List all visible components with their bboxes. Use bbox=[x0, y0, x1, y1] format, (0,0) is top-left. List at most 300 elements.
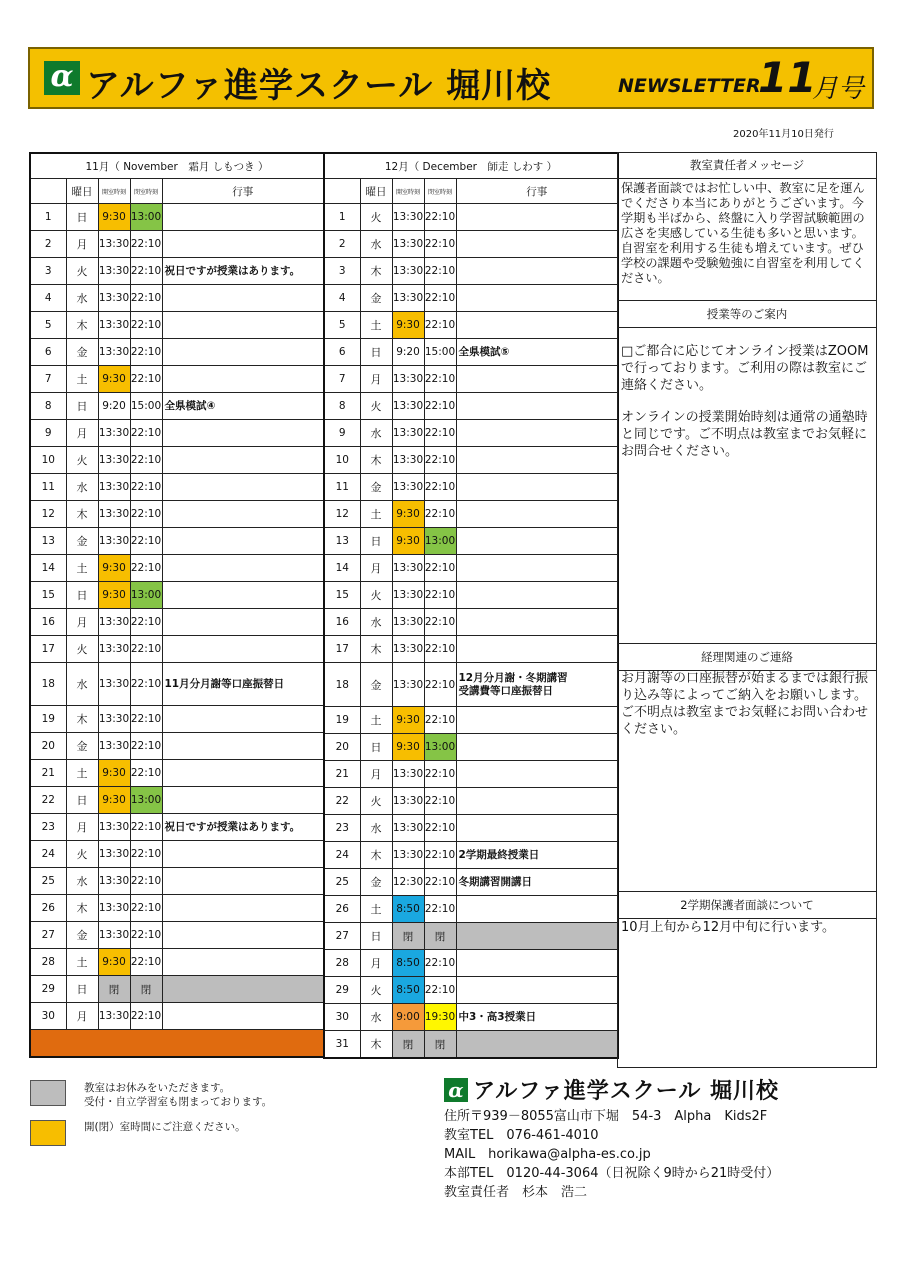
event-cell: 11月分月謝等口座振替日 bbox=[162, 663, 324, 706]
event-cell bbox=[162, 420, 324, 447]
date-cell: 18 bbox=[324, 663, 360, 707]
date-cell: 13 bbox=[30, 528, 66, 555]
event-cell bbox=[162, 706, 324, 733]
weekday-cell: 月 bbox=[66, 814, 98, 841]
weekday-cell: 土 bbox=[66, 760, 98, 787]
open-time-cell: 13:30 bbox=[392, 555, 424, 582]
date-cell: 6 bbox=[324, 339, 360, 366]
open-time-cell: 13:30 bbox=[98, 814, 130, 841]
weekday-cell: 水 bbox=[360, 231, 392, 258]
calendar-filler-row bbox=[30, 1030, 324, 1058]
event-cell bbox=[456, 231, 618, 258]
date-cell: 15 bbox=[30, 582, 66, 609]
open-time-cell: 13:30 bbox=[392, 636, 424, 663]
weekday-cell: 月 bbox=[360, 950, 392, 977]
weekday-cell: 火 bbox=[360, 582, 392, 609]
calendar-row bbox=[30, 312, 324, 339]
close-time-cell: 22:10 bbox=[424, 636, 456, 663]
event-cell: 12月分月謝・冬期講習 受講費等口座振替日 bbox=[456, 663, 618, 707]
calendar-row bbox=[30, 285, 324, 312]
date-cell: 22 bbox=[30, 787, 66, 814]
close-time-cell: 22:10 bbox=[424, 869, 456, 896]
date-cell: 4 bbox=[30, 285, 66, 312]
date-cell: 20 bbox=[30, 733, 66, 760]
date-cell: 28 bbox=[324, 950, 360, 977]
close-time-cell: 閉 bbox=[424, 923, 456, 950]
calendar-row bbox=[324, 447, 618, 474]
calendar-row bbox=[324, 582, 618, 609]
calendar-row bbox=[324, 815, 618, 842]
event-cell bbox=[162, 760, 324, 787]
calendar-row bbox=[324, 285, 618, 312]
date-cell: 16 bbox=[324, 609, 360, 636]
open-time-cell: 13:30 bbox=[98, 312, 130, 339]
close-time-cell: 22:10 bbox=[424, 474, 456, 501]
open-time-cell: 9:30 bbox=[98, 366, 130, 393]
open-time-cell: 13:30 bbox=[392, 842, 424, 869]
date-cell: 27 bbox=[30, 922, 66, 949]
weekday-header: 曜日 bbox=[66, 179, 98, 204]
weekday-cell: 土 bbox=[66, 555, 98, 582]
close-time-cell: 22:10 bbox=[424, 231, 456, 258]
calendar-row bbox=[30, 528, 324, 555]
event-cell bbox=[162, 528, 324, 555]
open-time-cell: 9:30 bbox=[98, 555, 130, 582]
legend-time-text: 開(閉）室時間にご注意ください。 bbox=[84, 1121, 246, 1133]
calendar-row bbox=[30, 787, 324, 814]
open-time-cell: 13:30 bbox=[392, 609, 424, 636]
open-time-cell: 13:30 bbox=[98, 528, 130, 555]
open-time-cell: 9:30 bbox=[392, 707, 424, 734]
weekday-cell: 火 bbox=[66, 258, 98, 285]
open-time-cell: 13:30 bbox=[98, 868, 130, 895]
open-time-cell: 13:30 bbox=[98, 420, 130, 447]
event-cell bbox=[456, 474, 618, 501]
close-time-cell: 22:10 bbox=[424, 501, 456, 528]
calendar-row bbox=[30, 841, 324, 868]
weekday-cell: 火 bbox=[360, 393, 392, 420]
open-time-cell: 13:30 bbox=[392, 474, 424, 501]
weekday-cell: 土 bbox=[66, 366, 98, 393]
footer-logo bbox=[444, 1074, 779, 1105]
weekday-cell: 火 bbox=[360, 977, 392, 1004]
open-time-cell: 9:30 bbox=[392, 528, 424, 555]
date-cell: 3 bbox=[30, 258, 66, 285]
weekday-cell: 土 bbox=[360, 707, 392, 734]
close-time-cell: 22:10 bbox=[424, 555, 456, 582]
weekday-cell: 水 bbox=[66, 285, 98, 312]
close-time-cell: 22:10 bbox=[424, 842, 456, 869]
open-time-cell: 8:50 bbox=[392, 977, 424, 1004]
open-time-cell: 13:30 bbox=[392, 815, 424, 842]
calendar-row bbox=[30, 949, 324, 976]
close-time-cell: 22:10 bbox=[130, 285, 162, 312]
close-time-cell: 13:00 bbox=[130, 204, 162, 231]
close-time-cell: 22:10 bbox=[130, 949, 162, 976]
side-panel bbox=[617, 152, 877, 1068]
weekday-cell: 火 bbox=[360, 204, 392, 231]
weekday-cell: 火 bbox=[66, 841, 98, 868]
event-cell bbox=[456, 950, 618, 977]
date-header bbox=[30, 179, 66, 204]
footer-contact bbox=[444, 1107, 779, 1202]
date-cell: 2 bbox=[324, 231, 360, 258]
date-cell: 25 bbox=[324, 869, 360, 896]
weekday-cell: 木 bbox=[66, 501, 98, 528]
calendar-row bbox=[30, 706, 324, 733]
newsletter-label: NEWSLETTER bbox=[618, 75, 761, 97]
date-cell: 29 bbox=[324, 977, 360, 1004]
event-cell bbox=[162, 609, 324, 636]
close-time-cell: 22:10 bbox=[424, 977, 456, 1004]
open-time-cell: 9:30 bbox=[98, 582, 130, 609]
calendar-row bbox=[30, 663, 324, 706]
close-time-cell: 13:00 bbox=[424, 528, 456, 555]
open-time-cell: 9:30 bbox=[392, 501, 424, 528]
calendar-row bbox=[30, 447, 324, 474]
filler-cell bbox=[30, 1030, 324, 1058]
event-cell bbox=[162, 204, 324, 231]
event-cell bbox=[162, 312, 324, 339]
newsletter-banner bbox=[28, 47, 874, 109]
open-time-cell: 13:30 bbox=[392, 285, 424, 312]
calendar-row bbox=[30, 1003, 324, 1030]
calendar-row bbox=[324, 636, 618, 663]
weekday-cell: 木 bbox=[66, 312, 98, 339]
close-time-cell: 22:10 bbox=[424, 204, 456, 231]
class-info-body-1: □ご都合に応じてオンライン授業はZOOMで行っております。ご利用の際は教室にご連絡ください。 bbox=[621, 344, 869, 393]
close-time-cell: 13:00 bbox=[424, 734, 456, 761]
event-cell bbox=[456, 788, 618, 815]
calendar-row bbox=[30, 582, 324, 609]
calendar-row bbox=[30, 393, 324, 420]
date-cell: 28 bbox=[30, 949, 66, 976]
calendar-row bbox=[324, 923, 618, 950]
weekday-cell: 日 bbox=[66, 393, 98, 420]
open-time-cell: 9:30 bbox=[392, 312, 424, 339]
close-time-cell: 22:10 bbox=[424, 285, 456, 312]
event-cell bbox=[162, 366, 324, 393]
event-cell bbox=[456, 923, 618, 950]
weekday-cell: 日 bbox=[66, 204, 98, 231]
weekday-cell: 土 bbox=[66, 949, 98, 976]
open-time-cell: 8:50 bbox=[392, 896, 424, 923]
close-time-cell: 22:10 bbox=[130, 868, 162, 895]
weekday-cell: 金 bbox=[360, 474, 392, 501]
calendar-row bbox=[324, 312, 618, 339]
calendar-row bbox=[324, 734, 618, 761]
calendar-row bbox=[324, 474, 618, 501]
event-cell bbox=[162, 447, 324, 474]
class-info-body-2: オンラインの授業開始時刻は通常の通塾時と同じです。ご不明点は教室までお気軽にお問合せください。 bbox=[621, 410, 868, 459]
open-time-cell: 13:30 bbox=[98, 706, 130, 733]
date-cell: 12 bbox=[30, 501, 66, 528]
event-cell bbox=[162, 231, 324, 258]
close-time-cell: 22:10 bbox=[130, 760, 162, 787]
calendar-row bbox=[324, 339, 618, 366]
weekday-cell: 日 bbox=[360, 528, 392, 555]
calendar-row bbox=[324, 1004, 618, 1031]
event-cell bbox=[456, 761, 618, 788]
event-cell bbox=[456, 815, 618, 842]
open-time-cell: 13:30 bbox=[392, 761, 424, 788]
open-time-cell: 閉 bbox=[392, 1031, 424, 1059]
weekday-cell: 月 bbox=[66, 231, 98, 258]
calendar-row bbox=[324, 231, 618, 258]
event-cell: 全県模試④ bbox=[162, 393, 324, 420]
calendar-row bbox=[324, 663, 618, 707]
close-time-cell: 22:10 bbox=[424, 582, 456, 609]
close-time-cell: 22:10 bbox=[130, 420, 162, 447]
close-time-cell: 15:00 bbox=[130, 393, 162, 420]
event-cell bbox=[162, 949, 324, 976]
date-cell: 26 bbox=[30, 895, 66, 922]
calendar-row bbox=[30, 231, 324, 258]
date-cell: 23 bbox=[30, 814, 66, 841]
event-cell bbox=[162, 285, 324, 312]
weekday-cell: 火 bbox=[66, 636, 98, 663]
weekday-cell: 水 bbox=[66, 868, 98, 895]
date-cell: 8 bbox=[324, 393, 360, 420]
weekday-cell: 月 bbox=[360, 366, 392, 393]
close-time-cell: 22:10 bbox=[130, 528, 162, 555]
weekday-cell: 土 bbox=[360, 896, 392, 923]
weekday-cell: 金 bbox=[66, 528, 98, 555]
open-time-cell: 9:30 bbox=[98, 787, 130, 814]
close-time-cell: 22:10 bbox=[130, 366, 162, 393]
finance-heading: 経理関連のご連絡 bbox=[618, 643, 876, 671]
close-time-cell: 22:10 bbox=[424, 393, 456, 420]
open-time-cell: 閉 bbox=[392, 923, 424, 950]
close-time-cell: 22:10 bbox=[130, 501, 162, 528]
legend-closed-line1: 教室はお休みをいただきます。 bbox=[84, 1082, 231, 1094]
weekday-cell: 日 bbox=[66, 976, 98, 1003]
event-cell bbox=[456, 707, 618, 734]
open-time-cell: 8:50 bbox=[392, 950, 424, 977]
calendar-row bbox=[30, 474, 324, 501]
footer-mail[interactable]: MAIL horikawa@alpha-es.co.jp bbox=[444, 1147, 651, 1162]
close-time-cell: 22:10 bbox=[424, 707, 456, 734]
november-title: 11月（ November 霜月 しもつき ） bbox=[30, 153, 324, 179]
calendar-row bbox=[30, 609, 324, 636]
open-time-cell: 9:30 bbox=[392, 734, 424, 761]
close-time-cell: 22:10 bbox=[424, 896, 456, 923]
weekday-cell: 日 bbox=[360, 923, 392, 950]
open-time-cell: 13:30 bbox=[392, 788, 424, 815]
date-cell: 3 bbox=[324, 258, 360, 285]
event-header: 行事 bbox=[162, 179, 324, 204]
event-cell bbox=[162, 339, 324, 366]
open-time-cell: 13:30 bbox=[98, 663, 130, 706]
weekday-cell: 木 bbox=[360, 636, 392, 663]
calendar-row bbox=[30, 814, 324, 841]
weekday-cell: 土 bbox=[360, 312, 392, 339]
close-time-cell: 22:10 bbox=[130, 609, 162, 636]
date-cell: 6 bbox=[30, 339, 66, 366]
date-cell: 26 bbox=[324, 896, 360, 923]
date-cell: 9 bbox=[30, 420, 66, 447]
date-cell: 30 bbox=[30, 1003, 66, 1030]
event-header: 行事 bbox=[456, 179, 618, 204]
close-time-cell: 22:10 bbox=[424, 312, 456, 339]
calendar-row bbox=[324, 204, 618, 231]
event-cell bbox=[162, 555, 324, 582]
open-time-cell: 12:30 bbox=[392, 869, 424, 896]
meeting-body: 10月上旬から12月中旬に行います。 bbox=[621, 920, 836, 935]
footer-manager: 教室責任者 杉本 浩二 bbox=[444, 1185, 588, 1200]
finance-body: お月謝等の口座振替が始まるまでは銀行振り込み等によってご納入をお願いします。ご不明点は教室までお気軽にお問い合わせください。 bbox=[621, 671, 869, 737]
open-time-cell: 13:30 bbox=[392, 663, 424, 707]
event-cell bbox=[162, 636, 324, 663]
calendar-row bbox=[324, 528, 618, 555]
calendar-row bbox=[30, 922, 324, 949]
open-time-cell: 13:30 bbox=[392, 231, 424, 258]
class-info-heading: 授業等のご案内 bbox=[618, 300, 876, 328]
calendar-row bbox=[324, 950, 618, 977]
date-cell: 14 bbox=[324, 555, 360, 582]
event-cell bbox=[162, 922, 324, 949]
close-time-cell: 22:10 bbox=[130, 841, 162, 868]
close-time-cell: 22:10 bbox=[130, 447, 162, 474]
date-cell: 18 bbox=[30, 663, 66, 706]
weekday-cell: 土 bbox=[360, 501, 392, 528]
open-time-cell: 13:30 bbox=[98, 474, 130, 501]
close-time-cell: 22:10 bbox=[130, 814, 162, 841]
open-time-cell: 9:20 bbox=[98, 393, 130, 420]
calendar-row bbox=[30, 868, 324, 895]
open-time-cell: 13:30 bbox=[98, 733, 130, 760]
school-name: アルファ進学スクール 堀川校 bbox=[86, 66, 552, 106]
open-time-cell: 13:30 bbox=[98, 285, 130, 312]
event-cell bbox=[162, 474, 324, 501]
close-time-cell: 22:10 bbox=[130, 231, 162, 258]
weekday-cell: 木 bbox=[66, 895, 98, 922]
date-cell: 2 bbox=[30, 231, 66, 258]
open-time-cell: 13:30 bbox=[392, 582, 424, 609]
close-time-cell: 22:10 bbox=[424, 788, 456, 815]
event-cell bbox=[456, 555, 618, 582]
calendar-row bbox=[30, 636, 324, 663]
date-cell: 23 bbox=[324, 815, 360, 842]
close-time-cell: 22:10 bbox=[424, 447, 456, 474]
open-time-cell: 閉 bbox=[98, 976, 130, 1003]
date-cell: 10 bbox=[324, 447, 360, 474]
calendar-row bbox=[324, 707, 618, 734]
calendar-row bbox=[324, 366, 618, 393]
date-cell: 7 bbox=[30, 366, 66, 393]
close-time-cell: 22:10 bbox=[130, 339, 162, 366]
open-time-cell: 13:30 bbox=[98, 258, 130, 285]
event-cell bbox=[456, 393, 618, 420]
weekday-cell: 水 bbox=[360, 1004, 392, 1031]
calendar-row bbox=[324, 609, 618, 636]
date-cell: 13 bbox=[324, 528, 360, 555]
close-time-cell: 22:10 bbox=[130, 1003, 162, 1030]
weekday-cell: 火 bbox=[66, 447, 98, 474]
alpha-logo-icon: α bbox=[44, 61, 80, 95]
weekday-cell: 水 bbox=[360, 609, 392, 636]
footer-school-name: アルファ進学スクール 堀川校 bbox=[473, 1079, 779, 1104]
event-cell bbox=[456, 366, 618, 393]
open-time-header: 開室時刻 bbox=[392, 179, 424, 204]
event-cell bbox=[456, 1031, 618, 1059]
weekday-cell: 水 bbox=[360, 420, 392, 447]
weekday-cell: 金 bbox=[360, 663, 392, 707]
weekday-cell: 日 bbox=[360, 734, 392, 761]
close-time-cell: 22:10 bbox=[424, 420, 456, 447]
close-time-cell: 22:10 bbox=[424, 815, 456, 842]
close-time-cell: 22:10 bbox=[130, 895, 162, 922]
calendar-row bbox=[324, 842, 618, 869]
event-cell bbox=[162, 733, 324, 760]
calendar-row bbox=[30, 366, 324, 393]
event-cell bbox=[456, 285, 618, 312]
date-cell: 1 bbox=[30, 204, 66, 231]
weekday-cell: 水 bbox=[66, 474, 98, 501]
close-time-cell: 22:10 bbox=[130, 706, 162, 733]
calendar-row bbox=[324, 977, 618, 1004]
close-time-cell: 13:00 bbox=[130, 787, 162, 814]
date-cell: 11 bbox=[324, 474, 360, 501]
date-cell: 4 bbox=[324, 285, 360, 312]
close-time-cell: 22:10 bbox=[424, 258, 456, 285]
message-body: 保護者面談ではお忙しい中、教室に足を運んでくださり本当にありがとうございます。今学期も半ばから、終盤に入り学習試験範囲の広さを実感している生徒も多いと思います。自習室を利用する生徒も増えています。ぜひ学校の課題や受験勉強に自習室を利用してください。 bbox=[621, 181, 865, 285]
weekday-cell: 火 bbox=[360, 788, 392, 815]
open-time-cell: 13:30 bbox=[98, 231, 130, 258]
date-cell: 31 bbox=[324, 1031, 360, 1059]
calendar-row bbox=[324, 788, 618, 815]
date-cell: 14 bbox=[30, 555, 66, 582]
date-cell: 16 bbox=[30, 609, 66, 636]
calendar-row bbox=[324, 555, 618, 582]
weekday-cell: 金 bbox=[66, 339, 98, 366]
close-time-cell: 22:10 bbox=[130, 312, 162, 339]
calendar-row bbox=[30, 501, 324, 528]
legend-closed-swatch bbox=[30, 1080, 66, 1106]
weekday-cell: 月 bbox=[66, 420, 98, 447]
open-time-cell: 13:30 bbox=[98, 841, 130, 868]
close-time-cell: 閉 bbox=[130, 976, 162, 1003]
open-time-cell: 13:30 bbox=[98, 895, 130, 922]
date-cell: 1 bbox=[324, 204, 360, 231]
close-time-cell: 22:10 bbox=[424, 609, 456, 636]
date-cell: 17 bbox=[324, 636, 360, 663]
close-time-cell: 13:00 bbox=[130, 582, 162, 609]
event-cell bbox=[162, 895, 324, 922]
message-heading: 教室責任者メッセージ bbox=[618, 152, 876, 179]
open-time-cell: 9:20 bbox=[392, 339, 424, 366]
newsletter-month: 11 bbox=[758, 53, 817, 102]
date-cell: 5 bbox=[324, 312, 360, 339]
close-time-cell: 22:10 bbox=[130, 474, 162, 501]
date-cell: 24 bbox=[30, 841, 66, 868]
alpha-logo-icon: α bbox=[444, 1078, 468, 1102]
open-time-cell: 9:30 bbox=[98, 760, 130, 787]
date-cell: 10 bbox=[30, 447, 66, 474]
close-time-cell: 22:10 bbox=[130, 636, 162, 663]
event-cell bbox=[456, 896, 618, 923]
date-cell: 21 bbox=[324, 761, 360, 788]
calendar-row bbox=[30, 420, 324, 447]
event-cell: 2学期最終授業日 bbox=[456, 842, 618, 869]
open-time-cell: 9:00 bbox=[392, 1004, 424, 1031]
date-cell: 19 bbox=[30, 706, 66, 733]
close-time-cell: 22:10 bbox=[130, 555, 162, 582]
event-cell bbox=[456, 447, 618, 474]
close-time-cell: 22:10 bbox=[130, 922, 162, 949]
weekday-header: 曜日 bbox=[360, 179, 392, 204]
legend-closed-text bbox=[84, 1081, 272, 1109]
